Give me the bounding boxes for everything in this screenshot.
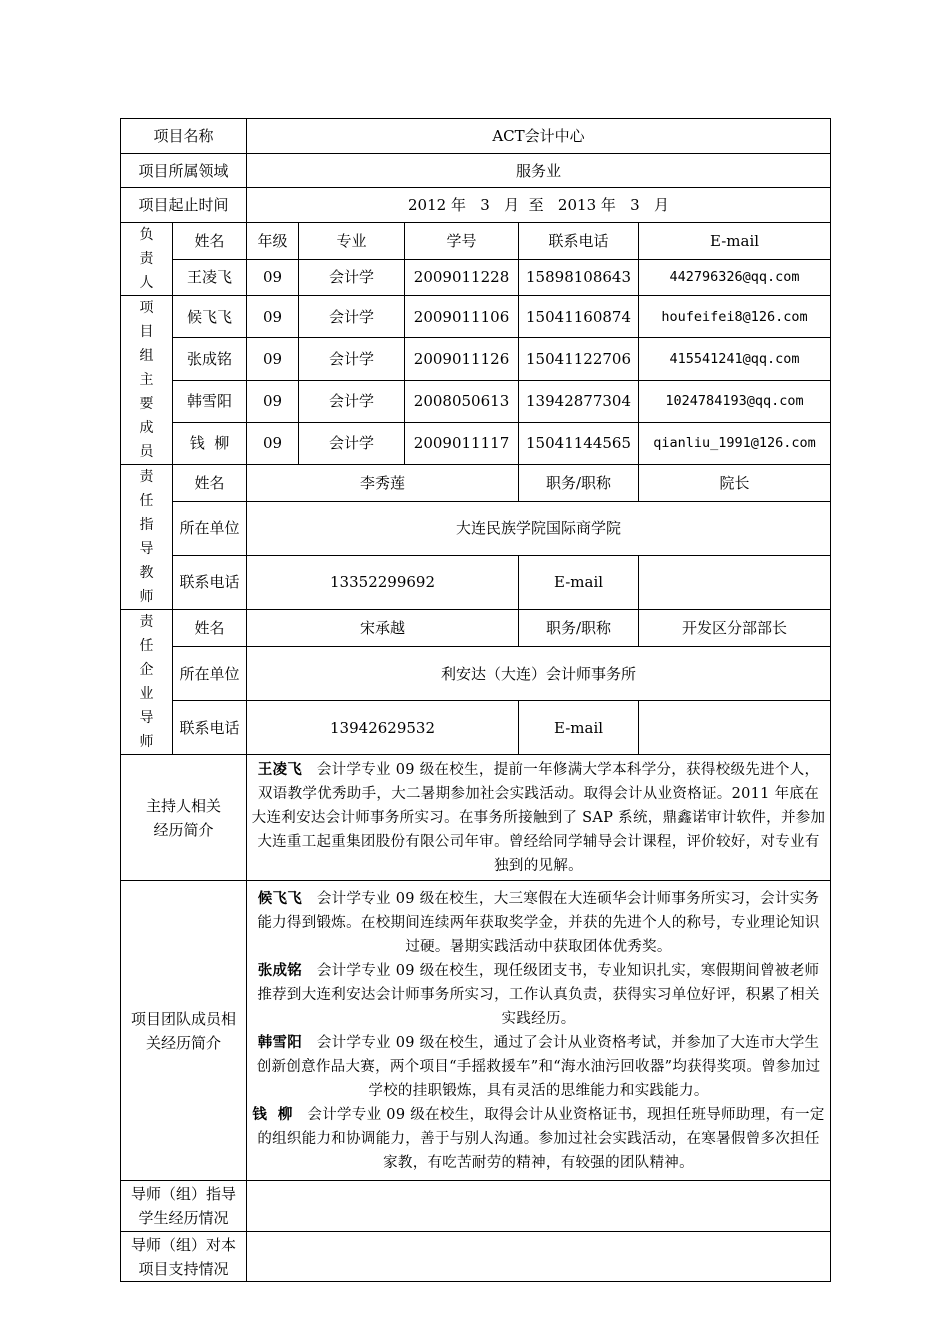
advisor-guidance-row <box>121 1181 831 1232</box>
member-email: qianliu_1991@126.com <box>639 422 831 464</box>
member-phone: 13942877304 <box>519 380 639 422</box>
leader-phone: 15898108643 <box>519 259 639 296</box>
team-bio-text: 会计学专业 09 级在校生，通过了会计从业资格考试，并参加了大连市大学生创新创意作品大赛，两个项目“手摇救援车”和“海水油污回收器”均获得奖项。曾参加过学校的挂职锻炼，具有灵活的思维能力和实践能力。 <box>256 1034 821 1099</box>
teacher-unit-row <box>121 502 831 555</box>
advisor-guidance-content <box>247 1181 831 1232</box>
team-bio-entry <box>251 1103 826 1175</box>
header-name: 姓名 <box>173 223 247 260</box>
team-bio-entry <box>251 959 826 1031</box>
member-grade: 09 <box>247 422 299 464</box>
leader-id: 2009011228 <box>405 259 519 296</box>
teacher-name-row <box>121 465 831 502</box>
leader-email: 442796326@qq.com <box>639 259 831 296</box>
advisor-guidance-label: 导师（组）指导学生经历情况 <box>121 1181 247 1232</box>
member-grade: 09 <box>247 380 299 422</box>
member-major: 会计学 <box>299 296 405 338</box>
header-phone: 联系电话 <box>519 223 639 260</box>
teacher-email-label: E-mail <box>519 555 639 609</box>
enterprise-name-label: 姓名 <box>173 610 247 647</box>
team-member-row <box>121 380 831 422</box>
host-bio-paragraph <box>251 758 826 878</box>
team-bio-name: 候飞飞 <box>257 889 303 907</box>
team-bio-label: 项目团队成员相关经历简介 <box>121 881 247 1181</box>
teacher-unit: 大连民族学院国际商学院 <box>247 502 831 555</box>
enterprise-name-row <box>121 610 831 647</box>
team-bio-name: 钱 柳 <box>252 1105 293 1123</box>
project-name-value: ACT会计中心 <box>247 119 831 154</box>
enterprise-label-text: 责任企业导师 <box>139 614 154 750</box>
team-bio-name: 张成铭 <box>257 961 303 979</box>
enterprise-section-label <box>121 610 173 755</box>
team-bio-content <box>247 881 831 1181</box>
team-bio-entry <box>251 887 826 959</box>
teacher-email <box>639 555 831 609</box>
members-header-row <box>121 223 831 260</box>
header-id: 学号 <box>405 223 519 260</box>
project-field-value: 服务业 <box>247 154 831 188</box>
enterprise-name: 宋承越 <box>247 610 519 647</box>
advisor-support-row <box>121 1232 831 1282</box>
teacher-title: 院长 <box>639 465 831 502</box>
member-phone: 15041122706 <box>519 338 639 380</box>
member-grade: 09 <box>247 338 299 380</box>
member-email: 1024784193@qq.com <box>639 380 831 422</box>
enterprise-unit-row <box>121 647 831 701</box>
teacher-phone-row <box>121 555 831 609</box>
project-field-label: 项目所属领域 <box>121 154 247 188</box>
teacher-section-label <box>121 465 173 610</box>
member-email: 415541241@qq.com <box>639 338 831 380</box>
enterprise-phone-row <box>121 701 831 755</box>
teacher-name-label: 姓名 <box>173 465 247 502</box>
enterprise-title: 开发区分部部长 <box>639 610 831 647</box>
leader-grade: 09 <box>247 259 299 296</box>
member-phone: 15041160874 <box>519 296 639 338</box>
enterprise-title-label: 职务/职称 <box>519 610 639 647</box>
advisor-support-content <box>247 1232 831 1282</box>
member-major: 会计学 <box>299 380 405 422</box>
member-major: 会计学 <box>299 338 405 380</box>
project-name-row <box>121 119 831 154</box>
member-id: 2009011126 <box>405 338 519 380</box>
member-major: 会计学 <box>299 422 405 464</box>
team-bio-row <box>121 881 831 1181</box>
teacher-label-text: 责任指导教师 <box>139 469 154 605</box>
team-bio-text: 会计学专业 09 级在校生，现任级团支书，专业知识扎实，寒假期间曾被老师推荐到大连利安达会计师事务所实习，工作认真负责，获得实习单位好评，积累了相关实践经历。 <box>257 962 820 1027</box>
team-bio-text: 会计学专业 09 级在校生，取得会计从业资格证书，现担任班导师助理，有一定的组织能力和协调能力，善于与别人沟通。参加过社会实践活动，在寒暑假曾多次担任家教，有吃苦耐劳的精神，有较强的团队精神。 <box>257 1106 825 1171</box>
host-bio-text: 会计学专业 09 级在校生，提前一年修满大学本科学分，获得校级先进个人，双语教学优秀助手，大二暑期参加社会实践活动。取得会计从业资格证。2011 年底在大连利安达会计师事务所实习。在事务所接触到了 SAP 系统，鼎鑫诺审计软件，并参加大连重工起重集团股份有限公司年审。曾经给同学辅导会计课程，评价较好，对专业有独到的见解。 <box>251 761 826 874</box>
team-bio-entry <box>251 1031 826 1103</box>
teacher-phone-label: 联系电话 <box>173 555 247 609</box>
enterprise-phone-label: 联系电话 <box>173 701 247 755</box>
teacher-name: 李秀莲 <box>247 465 519 502</box>
advisor-support-label: 导师（组）对本项目支持情况 <box>121 1232 247 1282</box>
teacher-title-label: 职务/职称 <box>519 465 639 502</box>
enterprise-unit: 利安达（大连）会计师事务所 <box>247 647 831 701</box>
member-name: 钱 柳 <box>173 422 247 464</box>
member-phone: 15041144565 <box>519 422 639 464</box>
member-id: 2009011117 <box>405 422 519 464</box>
member-id: 2009011106 <box>405 296 519 338</box>
leader-major: 会计学 <box>299 259 405 296</box>
member-name: 张成铭 <box>173 338 247 380</box>
team-label-text: 项目组主要成员 <box>139 300 154 460</box>
team-member-row <box>121 422 831 464</box>
host-bio-content <box>247 755 831 881</box>
enterprise-email <box>639 701 831 755</box>
host-bio-name: 王凌飞 <box>257 760 303 778</box>
project-time-label: 项目起止时间 <box>121 188 247 223</box>
team-member-row <box>121 338 831 380</box>
team-bio-text: 会计学专业 09 级在校生，大三寒假在大连硕华会计师事务所实习，会计实务能力得到锻炼。在校期间连续两年获取奖学金，并获的先进个人的称号，专业理论知识过硬。暑期实践活动中获取团体优秀奖。 <box>257 890 820 955</box>
project-field-row <box>121 154 831 188</box>
team-member-row <box>121 296 831 338</box>
header-grade: 年级 <box>247 223 299 260</box>
team-bio-name: 韩雪阳 <box>257 1033 303 1051</box>
member-name: 韩雪阳 <box>173 380 247 422</box>
teacher-unit-label: 所在单位 <box>173 502 247 555</box>
leader-label-text: 负责人 <box>139 227 154 291</box>
teacher-phone: 13352299692 <box>247 555 519 609</box>
header-email: E-mail <box>639 223 831 260</box>
enterprise-unit-label: 所在单位 <box>173 647 247 701</box>
leader-name: 王凌飞 <box>173 259 247 296</box>
leader-row <box>121 259 831 296</box>
project-time-value: 2012 年 3 月 至 2013 年 3 月 <box>247 188 831 223</box>
member-id: 2008050613 <box>405 380 519 422</box>
team-section-label <box>121 296 173 465</box>
project-time-row <box>121 188 831 223</box>
application-form-table <box>120 118 831 1282</box>
leader-section-label <box>121 223 173 296</box>
project-name-label: 项目名称 <box>121 119 247 154</box>
member-grade: 09 <box>247 296 299 338</box>
header-major: 专业 <box>299 223 405 260</box>
member-name: 候飞飞 <box>173 296 247 338</box>
enterprise-phone: 13942629532 <box>247 701 519 755</box>
host-bio-label: 主持人相关经历简介 <box>121 755 247 881</box>
enterprise-email-label: E-mail <box>519 701 639 755</box>
host-bio-row <box>121 755 831 881</box>
member-email: houfeifei8@126.com <box>639 296 831 338</box>
